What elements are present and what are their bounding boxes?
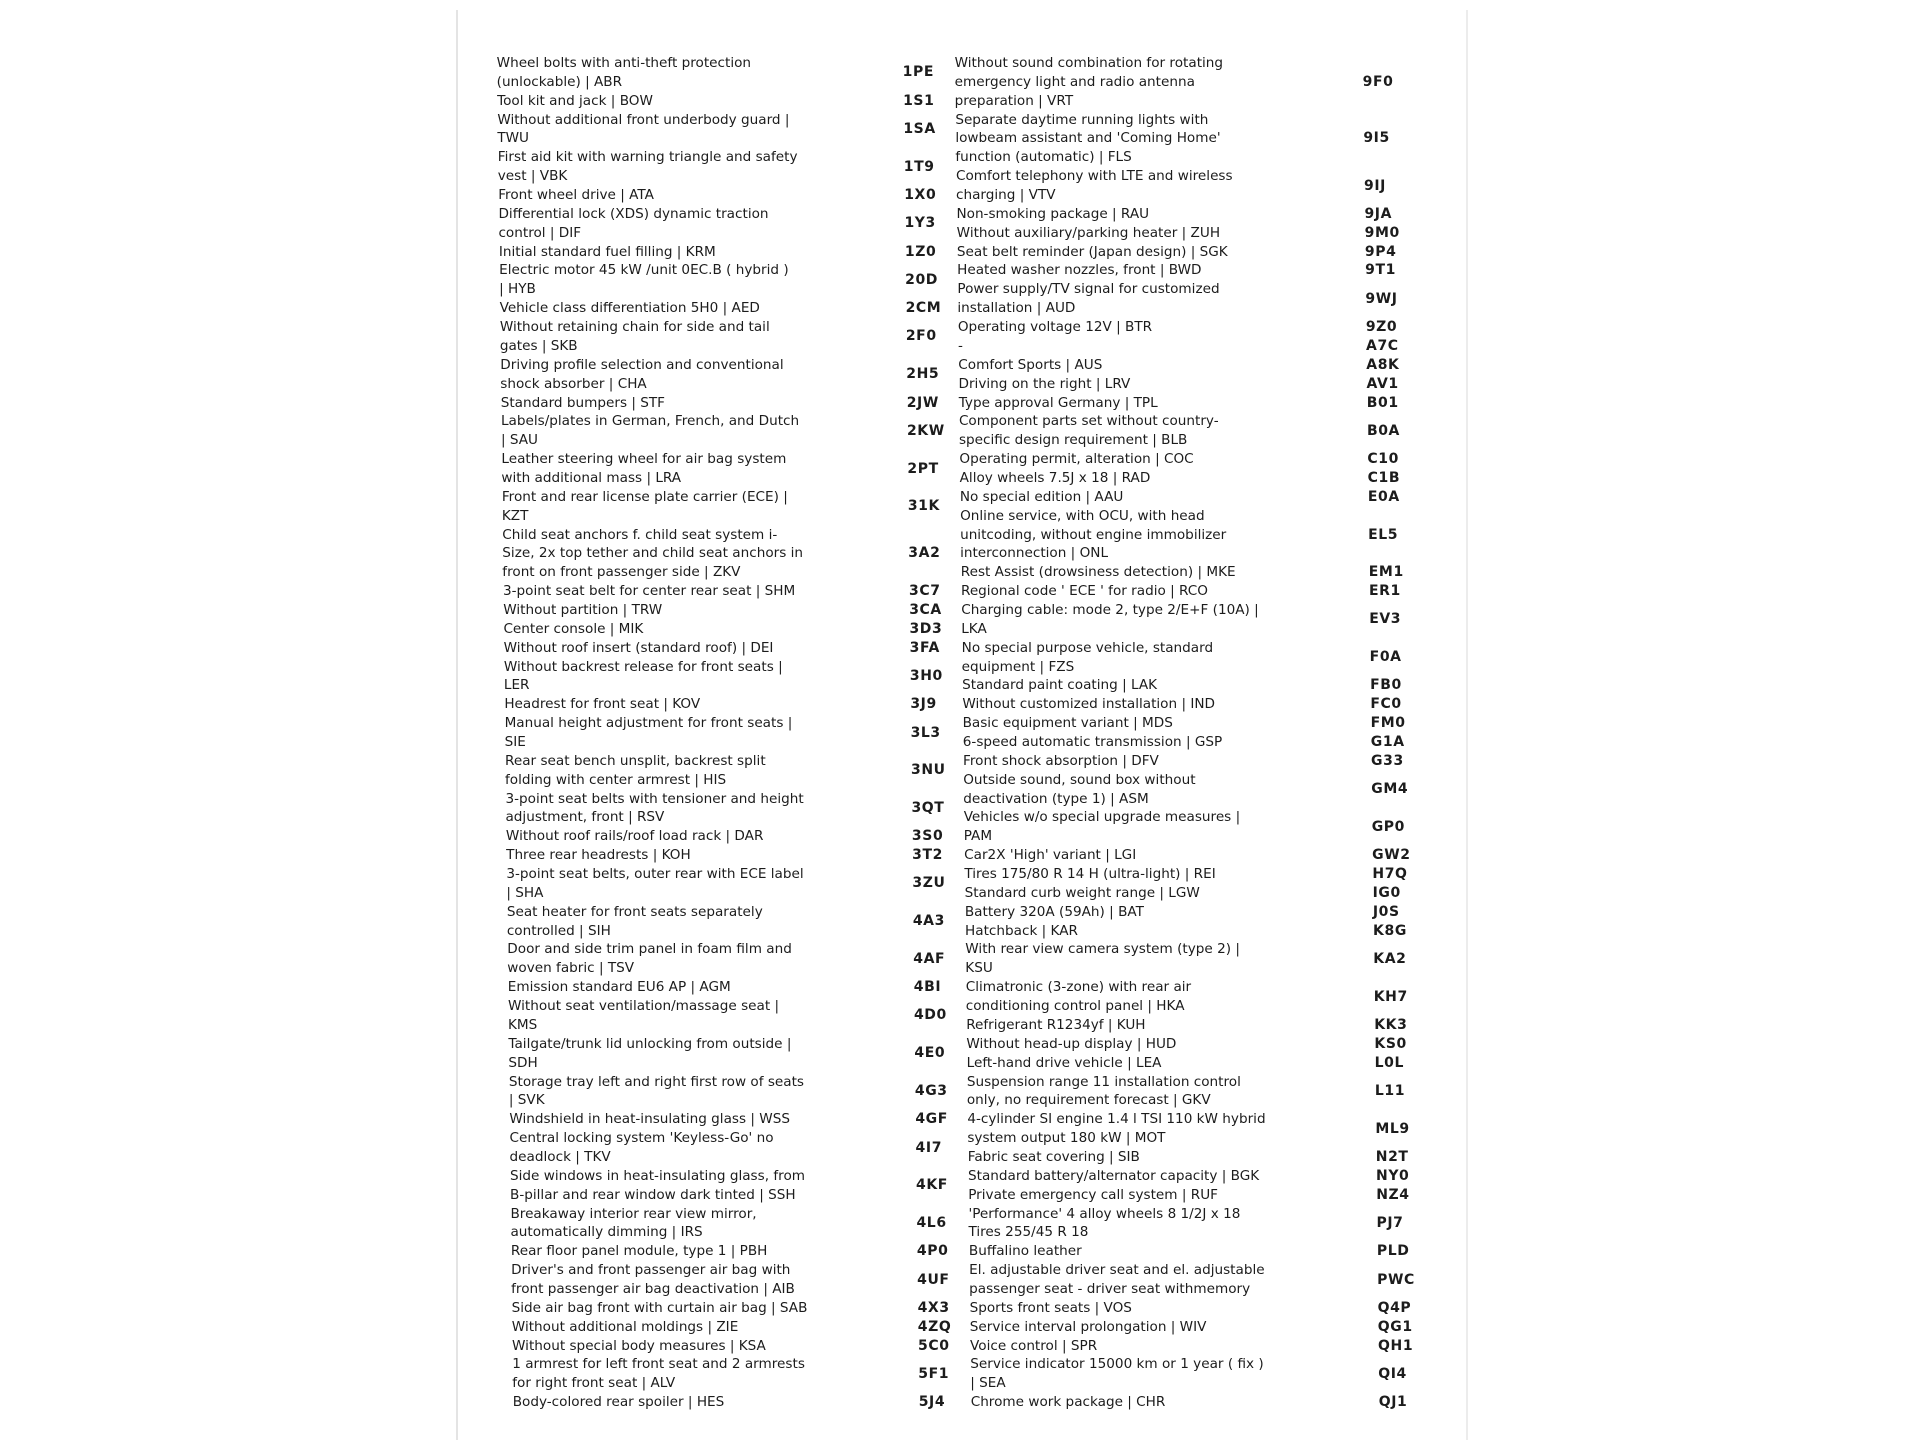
option-description: Manual height adjustment for front seats | SIE <box>504 715 793 750</box>
option-code: 3J9 <box>910 696 937 713</box>
option-code: N2T <box>1375 1148 1409 1165</box>
option-code: ML9 <box>1375 1120 1410 1137</box>
option-description: Wheel bolts with anti-theft protection (unlockable) | ABR <box>496 55 752 90</box>
option-description: Without head-up display | HUD <box>966 1035 1177 1052</box>
option-code: 4D0 <box>913 1007 947 1024</box>
option-code: 9JA <box>1364 205 1393 222</box>
option-description: Charging cable: mode 2, type 2/E+F (10A) | LKA <box>961 601 1259 637</box>
option-description: Hatchback | KAR <box>965 922 1078 939</box>
option-description: Tires 175/80 R 14 H (ultra-light) | REI <box>964 866 1216 883</box>
option-code: 4BI <box>913 979 942 996</box>
option-description: Operating permit, alteration | COC <box>959 451 1194 468</box>
option-description: Fabric seat covering | SIB <box>967 1148 1140 1165</box>
option-description: Headrest for front seat | KOV <box>504 696 701 713</box>
option-code: B01 <box>1366 394 1399 411</box>
option-code: 4X3 <box>917 1299 950 1316</box>
option-description: 'Performance' 4 alloy wheels 8 1/2J x 18 Tires 255/45 R 18 <box>968 1205 1241 1241</box>
option-code: 3QT <box>911 800 945 816</box>
option-description: Alloy wheels 7.5J x 18 | RAD <box>959 469 1151 486</box>
option-code: 9IJ <box>1364 177 1386 194</box>
option-description: Without auxiliary/parking heater | ZUH <box>956 224 1221 241</box>
option-description: 3-point seat belts with tensioner and height adjustment, front | RSV <box>505 790 804 826</box>
option-description: Without roof insert (standard roof) | DEI <box>503 639 774 656</box>
option-description: Initial standard fuel filling | KRM <box>498 243 716 260</box>
option-code: B0A <box>1366 422 1400 439</box>
option-code: 1Y3 <box>904 215 936 232</box>
option-description: Tailgate/trunk lid unlocking from outside | SDH <box>508 1035 792 1071</box>
option-description: Leather steering wheel for air bag system with additional mass | LRA <box>501 451 787 486</box>
option-code: EM1 <box>1368 564 1404 581</box>
option-description: Separate daytime running lights with lowbeam assistant and 'Coming Home' function (automatic) | FLS <box>955 111 1221 166</box>
option-description: Without additional moldings | ZIE <box>511 1318 739 1335</box>
option-description: Online service, with OCU, with head unitcoding, without engine immobilizer interconnection | ONL <box>960 507 1227 562</box>
option-code: 9WJ <box>1365 290 1398 307</box>
option-description: Without seat ventilation/massage seat | KMS <box>507 998 780 1033</box>
option-code: IG0 <box>1372 884 1401 901</box>
option-description: Suspension range 11 installation control only, no requirement forecast | GKV <box>966 1073 1241 1109</box>
option-description: Rear floor panel module, type 1 | PBH <box>510 1243 768 1260</box>
option-code: 3S0 <box>911 828 944 845</box>
option-code: 4AF <box>913 950 946 967</box>
option-code: 2JW <box>906 394 939 411</box>
option-description: Type approval Germany | TPL <box>958 394 1158 411</box>
option-code: 1PE <box>902 64 935 81</box>
option-description: Standard curb weight range | LGW <box>964 884 1200 901</box>
option-code: 4A3 <box>912 913 945 930</box>
option-code: KH7 <box>1373 988 1408 1005</box>
option-description: Vehicle class differentiation 5H0 | AED <box>499 300 760 317</box>
option-description: Operating voltage 12V | BTR <box>957 319 1153 336</box>
option-code: 4KF <box>916 1177 948 1194</box>
option-code: 1X0 <box>904 187 937 204</box>
option-description: Side air bag front with curtain air bag | SAB <box>511 1299 808 1316</box>
option-description: Without partition | TRW <box>503 601 663 618</box>
option-code: NY0 <box>1376 1167 1410 1184</box>
option-description: Without backrest release for front seats | LER <box>503 658 783 694</box>
option-description: First aid kit with warning triangle and safety vest | VBK <box>497 149 798 185</box>
option-description: Without additional front underbody guard | TWU <box>497 111 790 147</box>
option-description: Seat heater for front seats separately controlled | SIH <box>506 903 763 939</box>
option-code: 3A2 <box>908 545 941 562</box>
option-code: AV1 <box>1366 375 1399 392</box>
option-description: Refrigerant R1234yf | KUH <box>966 1016 1146 1033</box>
option-description: Voice control | SPR <box>970 1337 1098 1354</box>
option-description: Center console | MIK <box>503 620 644 637</box>
option-description: Left-hand drive vehicle | LEA <box>966 1054 1162 1071</box>
option-code: C1B <box>1367 469 1401 486</box>
option-code: 1T9 <box>903 158 935 175</box>
option-code: KS0 <box>1374 1035 1407 1052</box>
option-description: Car2X 'High' variant | LGI <box>964 847 1137 864</box>
option-description: 3-point seat belts, outer rear with ECE label | SHA <box>506 866 804 901</box>
option-code: G1A <box>1370 734 1405 750</box>
option-description: Sports front seats | VOS <box>969 1299 1132 1316</box>
option-code: 31K <box>907 498 940 515</box>
option-code: J0S <box>1372 903 1400 920</box>
option-description: Service interval prolongation | WIV <box>969 1318 1207 1335</box>
option-code: 3L3 <box>910 724 941 741</box>
option-description: Standard bumpers | STF <box>500 394 666 411</box>
option-description: Battery 320A (59Ah) | BAT <box>964 903 1144 920</box>
option-code: KA2 <box>1373 950 1407 967</box>
option-description: Tool kit and jack | BOW <box>497 92 653 109</box>
option-code: 3NU <box>911 762 946 779</box>
option-code: 4E0 <box>914 1045 946 1062</box>
option-description: Without roof rails/roof load rack | DAR <box>505 828 764 845</box>
option-description: Chrome work package | CHR <box>970 1394 1166 1411</box>
option-code: 3D3 <box>909 620 943 637</box>
option-description: Seat belt reminder (Japan design) | SGK <box>956 243 1228 260</box>
option-description: Component parts set without country- specific design requirement | BLB <box>958 413 1219 449</box>
option-code: 3T2 <box>912 847 943 864</box>
option-description: Basic equipment variant | MDS <box>962 715 1173 732</box>
option-code: PLD <box>1376 1243 1410 1260</box>
option-code: 1Z0 <box>904 243 937 260</box>
option-description: Driving profile selection and conventional shock absorber | CHA <box>500 356 784 392</box>
option-description: Rear seat bench unsplit, backrest split folding with center armrest | HIS <box>505 752 766 788</box>
option-code: GW2 <box>1372 847 1411 864</box>
option-code: 2F0 <box>905 328 937 345</box>
option-code: K8G <box>1373 922 1407 939</box>
option-description: 4-cylinder SI engine 1.4 l TSI 110 kW hybrid system output 180 kW | MOT <box>967 1111 1266 1147</box>
option-code: 3FA <box>909 639 940 656</box>
option-code: C10 <box>1367 451 1399 468</box>
option-description: Labels/plates in German, French, and Dutch | SAU <box>500 413 800 449</box>
option-description: Driver's and front passenger air bag with front passenger air bag deactivation | AIB <box>511 1262 795 1297</box>
option-description: Rest Assist (drowsiness detection) | MKE <box>960 564 1236 581</box>
option-description: Front and rear license plate carrier (ECE) | KZT <box>501 488 788 524</box>
option-code: 2PT <box>907 460 939 477</box>
option-code: FC0 <box>1370 696 1402 713</box>
option-code: GP0 <box>1371 818 1405 835</box>
option-code: 9Z0 <box>1365 319 1398 336</box>
option-code: 3ZU <box>912 875 946 892</box>
option-code: 4ZQ <box>917 1318 952 1335</box>
option-code: FM0 <box>1370 715 1406 732</box>
option-description: 6-speed automatic transmission | GSP <box>962 734 1223 750</box>
option-code: EV3 <box>1369 611 1402 628</box>
option-description: Windshield in heat-insulating glass | WSS <box>509 1111 790 1128</box>
option-code: 9I5 <box>1363 130 1390 147</box>
option-description: Door and side trim panel in foam film and woven fabric | TSV <box>507 941 792 977</box>
option-code: FB0 <box>1370 677 1402 694</box>
option-code: L0L <box>1374 1054 1405 1071</box>
option-description: Without special body measures | KSA <box>512 1337 766 1354</box>
option-code: A7C <box>1366 337 1399 354</box>
option-description: Front shock absorption | DFV <box>963 752 1159 769</box>
option-description: Side windows in heat-insulating glass, from B-pillar and rear window dark tinted | SSH <box>510 1167 806 1203</box>
option-description: Service indicator 15000 km or 1 year ( fix ) | SEA <box>970 1356 1264 1392</box>
option-code: 4P0 <box>916 1243 949 1260</box>
option-code: 9P4 <box>1364 243 1397 260</box>
option-code: 3H0 <box>909 667 943 684</box>
option-description: Outside sound, sound box without deactivation (type 1) | ASM <box>963 771 1196 807</box>
option-description: Standard paint coating | LAK <box>962 677 1158 694</box>
option-code: 2H5 <box>906 366 940 383</box>
option-description: 1 armrest for left front seat and 2 armrests for right front seat | ALV <box>512 1356 805 1392</box>
option-description: Buffalino leather <box>968 1243 1082 1260</box>
option-code: QJ1 <box>1378 1394 1408 1411</box>
option-description: Without customized installation | IND <box>962 696 1215 713</box>
option-code: QG1 <box>1377 1318 1413 1335</box>
option-code: 1SA <box>903 121 936 137</box>
option-description: Private emergency call system | RUF <box>968 1186 1218 1203</box>
option-description: Emission standard EU6 AP | AGM <box>507 979 731 996</box>
option-description: Three rear headrests | KOH <box>506 847 691 864</box>
option-description: No special purpose vehicle, standard equipment | FZS <box>961 639 1214 675</box>
option-description: Central locking system 'Keyless-Go' no deadlock | TKV <box>509 1130 774 1165</box>
option-code: EL5 <box>1368 526 1399 543</box>
option-description: Child seat anchors f. child seat system i- Size, 2x top tether and child seat anchors in front on front passenger side | ZKV <box>502 526 804 581</box>
option-description: Breakaway interior rear view mirror, automatically dimming | IRS <box>510 1205 757 1241</box>
option-description: Electric motor 45 kW /unit 0EC.B ( hybrid ) | HYB <box>499 262 789 298</box>
option-description: Body-colored rear spoiler | HES <box>512 1394 725 1411</box>
option-description: - <box>958 337 963 354</box>
option-code: 4UF <box>917 1271 950 1288</box>
option-code: 20D <box>905 271 939 288</box>
option-description: El. adjustable driver seat and el. adjustable passenger seat - driver seat withmemory <box>969 1262 1265 1297</box>
option-code: GM4 <box>1371 781 1409 798</box>
option-code: 3C7 <box>908 583 941 600</box>
option-code: 4GF <box>915 1111 948 1128</box>
option-description: Non-smoking package | RAU <box>956 205 1150 222</box>
option-code: Q4P <box>1377 1299 1412 1316</box>
option-code: 5J4 <box>918 1394 946 1411</box>
option-code: 3CA <box>909 601 942 618</box>
option-code: 4I7 <box>915 1139 943 1156</box>
option-description: Without retaining chain for side and tail gates | SKB <box>499 319 770 354</box>
option-code: ER1 <box>1368 583 1401 600</box>
option-code: A8K <box>1366 356 1400 373</box>
option-description: Heated washer nozzles, front | BWD <box>957 262 1202 279</box>
option-code: 4G3 <box>914 1082 948 1099</box>
option-code: G33 <box>1371 752 1404 769</box>
option-description: Comfort Sports | AUS <box>958 356 1103 373</box>
option-code: 5F1 <box>918 1365 950 1382</box>
option-description: Power supply/TV signal for customized installation | AUD <box>957 281 1220 317</box>
option-code: KK3 <box>1374 1016 1408 1033</box>
option-code: H7Q <box>1372 866 1408 883</box>
option-description: Driving on the right | LRV <box>958 375 1131 392</box>
option-description: Standard battery/alternator capacity | BGK <box>968 1167 1260 1184</box>
option-code: 5C0 <box>918 1337 950 1354</box>
option-description: Without sound combination for rotating emergency light and radio antenna preparation | VRT <box>954 55 1224 109</box>
option-code: QI4 <box>1378 1365 1407 1382</box>
option-description: Comfort telephony with LTE and wireless charging | VTV <box>956 168 1233 204</box>
option-code: PJ7 <box>1376 1214 1404 1231</box>
option-code: 1S1 <box>903 92 935 109</box>
option-code: 4L6 <box>916 1214 947 1231</box>
option-code: L11 <box>1374 1082 1406 1099</box>
option-code: 9F0 <box>1362 73 1394 90</box>
option-description: Vehicles w/o special upgrade measures | PAM <box>963 809 1241 845</box>
option-description: Storage tray left and right first row of seats | SVK <box>508 1073 805 1109</box>
option-code: 2CM <box>905 300 942 317</box>
option-description: Differential lock (XDS) dynamic traction control | DIF <box>498 205 769 241</box>
option-description: Climatronic (3-zone) with rear air conditioning control panel | HKA <box>965 979 1192 1015</box>
option-description: Regional code ' ECE ' for radio | RCO <box>960 583 1208 600</box>
option-code: NZ4 <box>1376 1186 1410 1203</box>
option-description: No special edition | AAU <box>959 488 1124 505</box>
option-code: PWC <box>1377 1271 1415 1288</box>
option-code: QH1 <box>1378 1337 1414 1354</box>
option-description: Front wheel drive | ATA <box>498 187 654 204</box>
option-code: F0A <box>1369 649 1402 666</box>
option-code: 2KW <box>906 422 945 439</box>
option-description: With rear view camera system (type 2) | KSU <box>965 941 1240 977</box>
option-code: 9M0 <box>1364 224 1400 241</box>
option-description: 3-point seat belt for center rear seat | SHM <box>502 583 796 600</box>
option-code: 9T1 <box>1365 262 1396 279</box>
option-code: E0A <box>1367 488 1400 505</box>
